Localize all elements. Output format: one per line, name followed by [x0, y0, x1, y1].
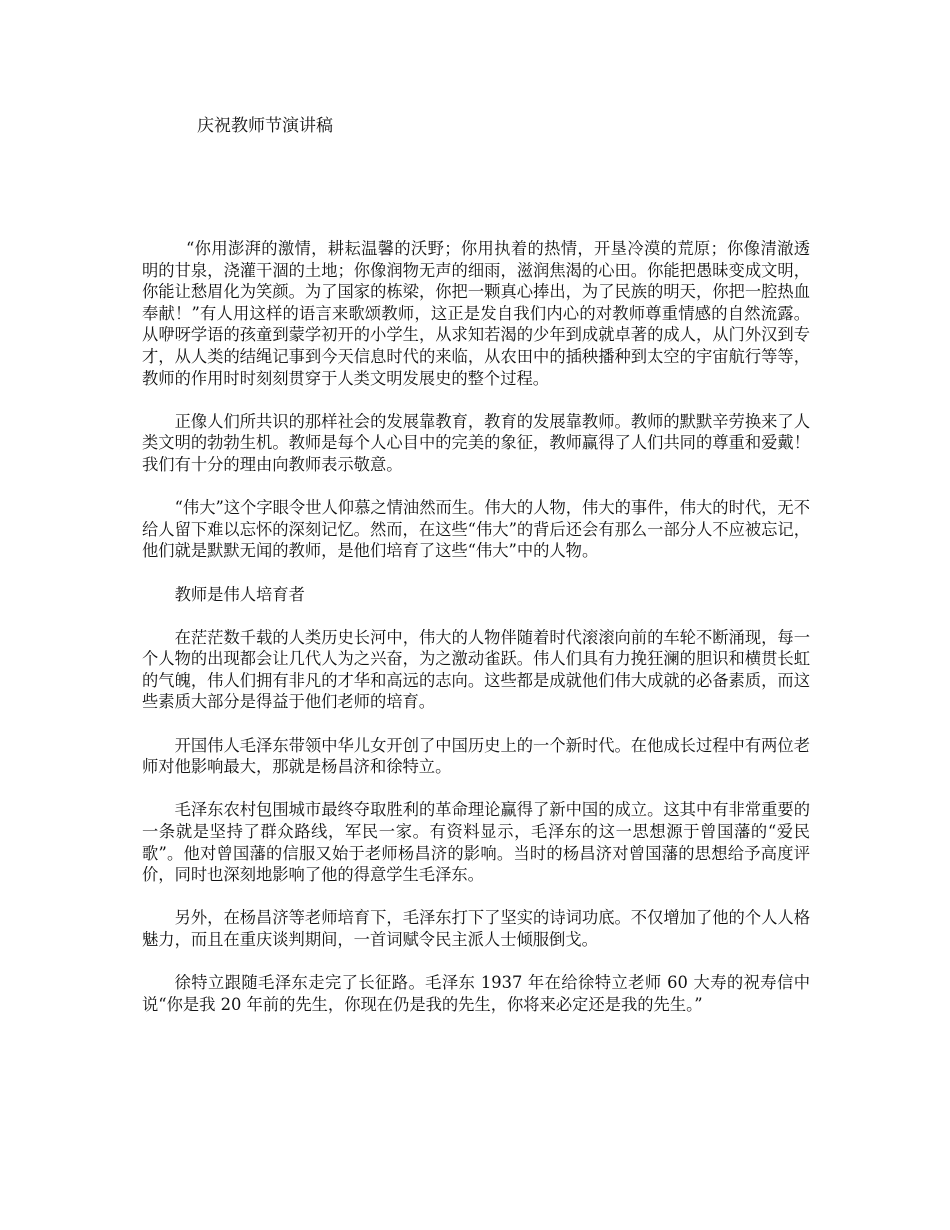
paragraph-1: “你用澎湃的激情，耕耘温馨的沃野；你用执着的热情，开垦冷漠的荒原；你像清澈透明的甘泉，浇灌干涸的土地；你像润物无声的细雨，滋润焦渴的心田。你能把愚昧变成文明，你能让愁眉化为笑颜。为了国家的栋梁，你把一颗真心捧出，为了民族的明天，你把一腔热血奉献！”有人用这样的语言来歌颂教师，这正是发自我们内心的对教师尊重情感的自然流露。从咿呀学语的孩童到蒙学初开的小学生，从求知若渴的少年到成就卓著的成人，从门外汉到专才，从人类的结绳记事到今天信息时代的来临，从农田中的插秧播种到太空的宇宙航行等等，教师的作用时时刻刻贯穿于人类文明发展史的整个过程。 [142, 239, 810, 388]
paragraph-4: 在茫茫数千载的人类历史长河中，伟大的人物伴随着时代滚滚向前的车轮不断涌现，每一个人物的出现都会让几代人为之兴奋，为之激动雀跃。伟人们具有力挽狂澜的胆识和横贯长虹的气魄，伟人们拥有非凡的才华和高远的志向。这些都是成就他们伟大成就的必备素质，而这些素质大部分是得益于他们老师的培育。 [142, 627, 810, 712]
section-heading: 教师是伟人培育者 [174, 584, 305, 604]
paragraph-2: 正像人们所共识的那样社会的发展靠教育，教育的发展靠教师。教师的默默辛劳换来了人类文明的勃勃生机。教师是每个人心目中的完美的象征，教师赢得了人们共同的尊重和爱戴！我们有十分的理由向教师表示敬意。 [142, 411, 810, 474]
document-body [142, 238, 810, 1037]
paragraph-6: 毛泽东农村包围城市最终夺取胜利的革命理论赢得了新中国的成立。这其中有非常重要的一条就是坚持了群众路线，军民一家。有资料显示，毛泽东的这一思想源于曾国藩的“爱民歌”。他对曾国藩的信服又始于老师杨昌济的影响。当时的杨昌济对曾国藩的思想给予高度评价，同时也深刻地影响了他的得意学生毛泽东。 [142, 800, 810, 885]
paragraph-8: 徐特立跟随毛泽东走完了长征路。毛泽东 1937 年在给徐特立老师 60 大寿的祝寿信中说“你是我 20 年前的先生，你现在仍是我的先生，你将来必定还是我的先生。” [142, 973, 810, 1014]
document-title: 庆祝教师节演讲稿 [197, 116, 333, 136]
paragraph-5: 开国伟人毛泽东带领中华儿女开创了中国历史上的一个新时代。在他成长过程中有两位老师对他影响最大，那就是杨昌济和徐特立。 [142, 735, 810, 777]
paragraph-7: 另外，在杨昌济等老师培育下，毛泽东打下了坚实的诗词功底。不仅增加了他的个人人格魅力，而且在重庆谈判期间，一首词赋令民主派人士倾服倒戈。 [142, 908, 810, 949]
paragraph-3: “伟大”这个字眼令世人仰慕之情油然而生。伟大的人物，伟大的事件，伟大的时代，无不给人留下难以忘怀的深刻记忆。然而，在这些“伟大”的背后还会有那么一部分人不应被忘记，他们就是默默无闻的教师，是他们培育了这些“伟大”中的人物。 [142, 498, 810, 561]
